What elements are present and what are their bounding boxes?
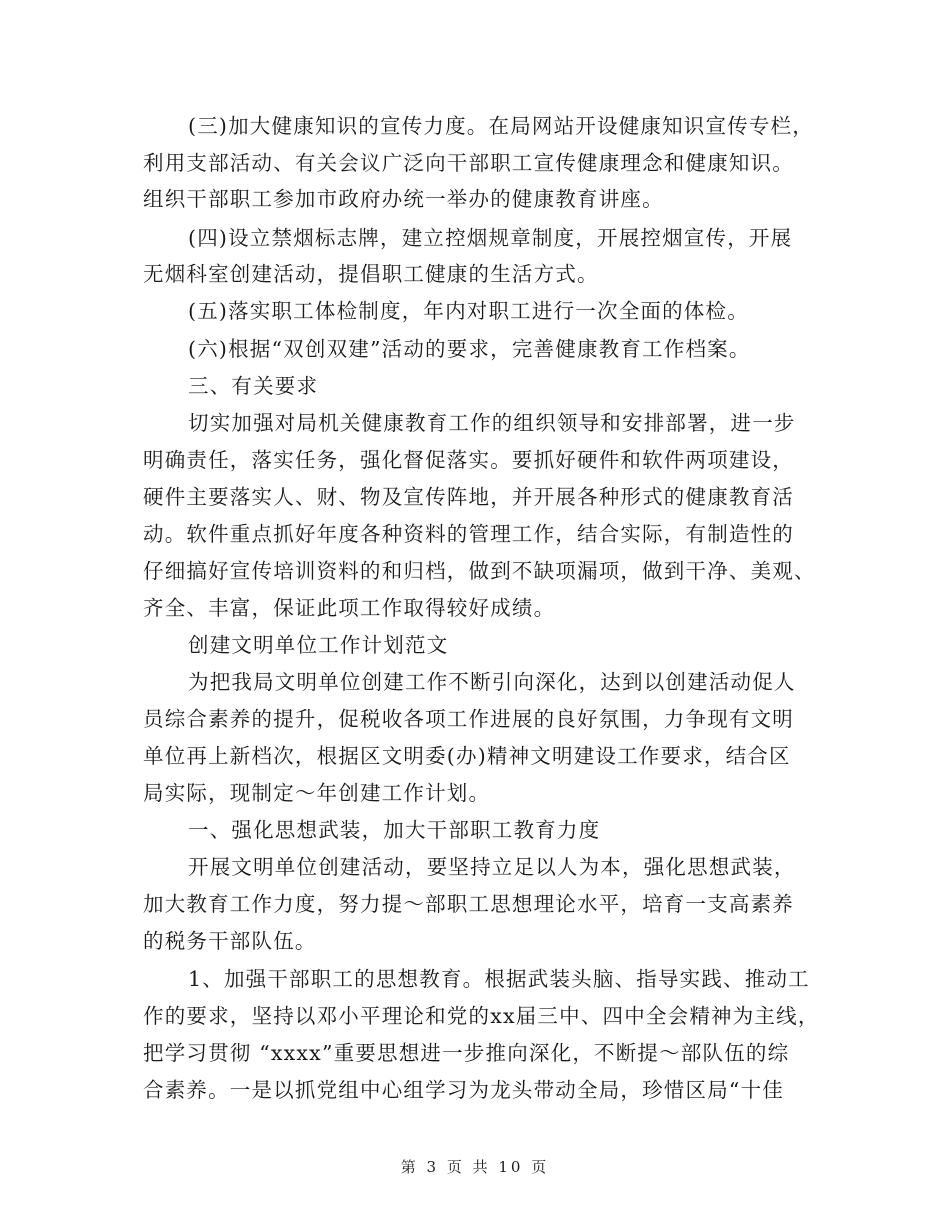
text-line: (六)根据“双创双建”活动的要求，完善健康教育工作档案。 — [188, 337, 751, 361]
text-line: (五)落实职工体检制度，年内对职工进行一次全面的体检。 — [188, 299, 749, 323]
text-line: 利用支部活动、有关会议广泛向干部职工宣传健康理念和健康知识。 — [143, 151, 794, 175]
text-line: 单位再上新档次，根据区文明委(办)精神文明建设工作要求，结合区 — [143, 744, 791, 768]
text-line: 仔细搞好宣传培训资料的和归档，做到不缺项漏项，做到干净、美观、 — [143, 559, 816, 583]
text-line: 开展文明单位创建活动，要坚持立足以人为本，强化思想武装， — [188, 855, 796, 879]
text-line: 明确责任，落实任务，强化督促落实。要抓好硬件和软件两项建设， — [143, 448, 794, 472]
text-line: 切实加强对局机关健康教育工作的组织领导和安排部署，进一步 — [188, 411, 796, 435]
section-heading: 三、有关要求 — [188, 374, 319, 398]
text-line: 局实际，现制定～年创建工作计划。 — [143, 781, 491, 805]
text-line: 动。软件重点抓好年度各种资料的管理工作，结合实际，有制造性的 — [143, 522, 794, 546]
text-line: 的税务干部队伍。 — [143, 929, 317, 953]
text-line: 组织干部职工参加市政府办统一举办的健康教育讲座。 — [143, 187, 664, 211]
text-line: 员综合素养的提升，促税收各项工作进展的良好氛围，力争现有文明 — [143, 707, 794, 731]
text-line: 合素养。一是以抓党组中心组学习为龙头带动全局，珍惜区局“十佳 — [143, 1078, 784, 1102]
text-line: 硬件主要落实人、财、物及宣传阵地，并开展各种形式的健康教育活 — [143, 485, 794, 509]
text-line: (三)加大健康知识的宣传力度。在局网站开设健康知识宣传专栏， — [188, 114, 814, 138]
text-line: 无烟科室创建活动，提倡职工健康的生活方式。 — [143, 262, 599, 286]
text-line: (四)设立禁烟标志牌，建立控烟规章制度，开展控烟宣传，开展 — [188, 226, 793, 250]
text-line: 为把我局文明单位创建工作不断引向深化，达到以创建活动促人 — [188, 670, 796, 694]
text-line: 1、加强干部职工的思想教育。根据武装头脑、指导实践、推动工 — [188, 967, 810, 991]
text-line: 把学习贯彻 “xxxx”重要思想进一步推向深化，不断提～部队伍的综 — [143, 1041, 790, 1065]
section-heading: 一、强化思想武装，加大干部职工教育力度 — [188, 818, 601, 842]
page-number-footer: 第 3 页 共 10 页 — [400, 1158, 550, 1176]
text-line: 齐全、丰富，保证此项工作取得较好成绩。 — [143, 596, 556, 620]
document-title: 创建文明单位工作计划范文 — [188, 633, 449, 657]
text-line: 加大教育工作力度，努力提～部职工思想理论水平，培育一支高素养 — [143, 892, 794, 916]
text-line: 作的要求，坚持以邓小平理论和党的xx届三中、四中全会精神为主线， — [143, 1004, 820, 1028]
